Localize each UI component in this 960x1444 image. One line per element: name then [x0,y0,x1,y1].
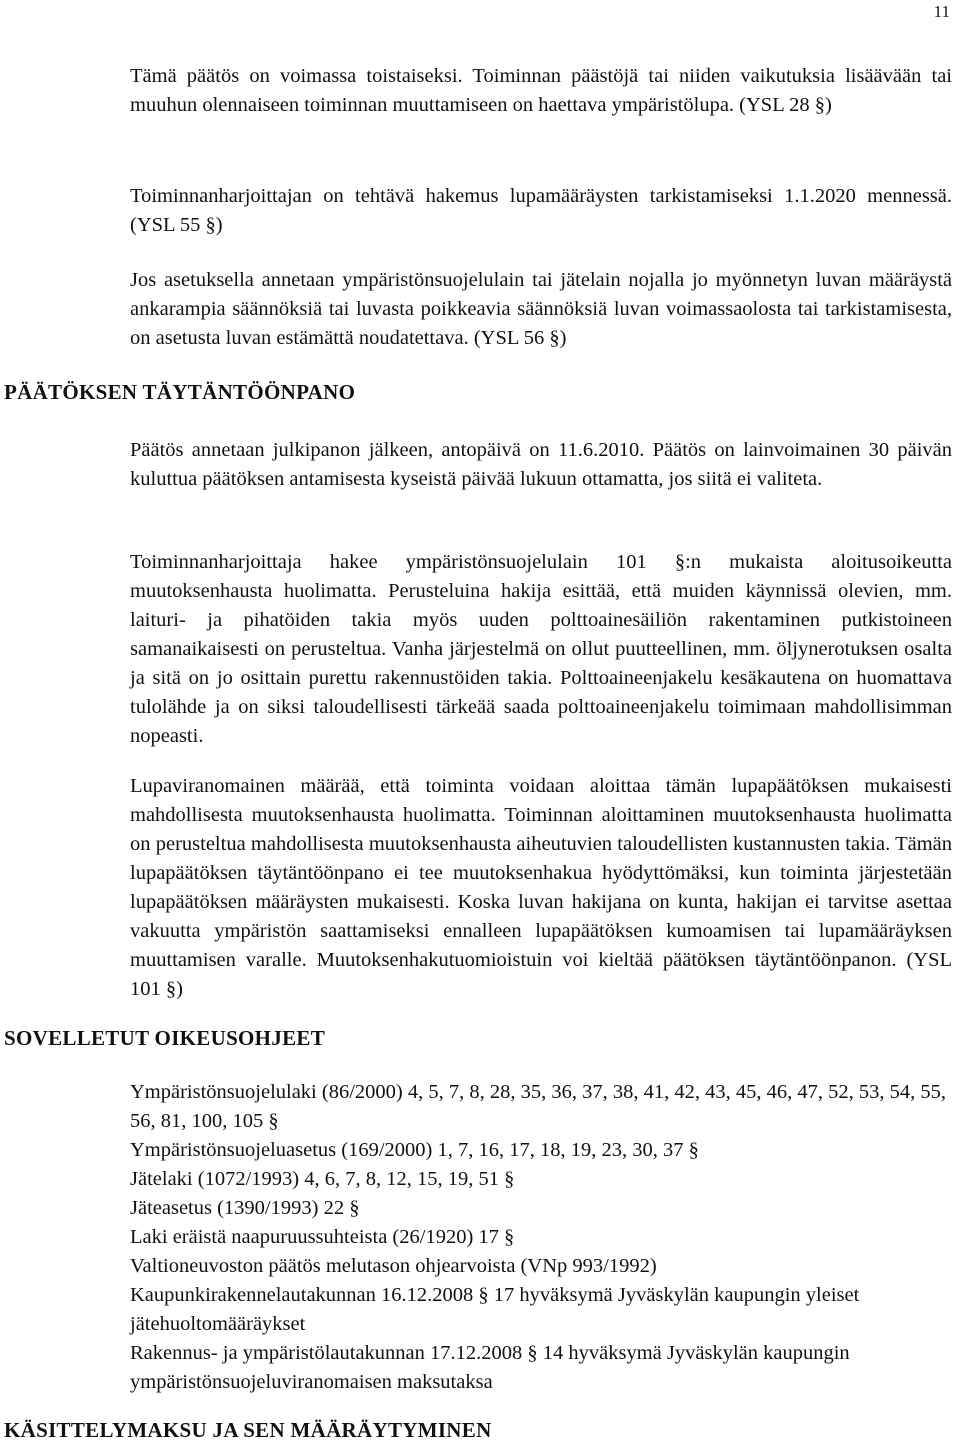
application-text: Toiminnanharjoittaja hakee ympäristönsuojelulain 101 §:n mukaista aloitusoikeutta muutoksenhausta huolimatta. Perusteluina hakija esittää, että muiden käynnissä olevien, mm. laituri- ja pihatöiden takia myös uuden polttoainesäiliön rakentaminen putkistoineen samanaikaisesti on perusteltua. Vanha järjestelmä on ollut puutteellinen, mm. öljynerotuksen osalta ja sitä on jo osittain purettu rakennustöiden takia. Polttoaineenjakelu kesäkautena on huomattava tulolähde ja on siksi taloudellisesti tärkeää saada polttoaineenjakelu toimimaan mahdollisimman nopeasti. [130,551,952,747]
page-number: 11 [933,2,950,21]
enforcement-heading: PÄÄTÖKSEN TÄYTÄNTÖÖNPANO [4,380,356,404]
legal-list [130,1078,952,1397]
review-text: Toiminnanharjoittajan on tehtävä hakemus lupamääräysten tarkistamiseksi 1.1.2020 mennessä. (YSL 55 §) [130,185,952,236]
legal-heading: SOVELLETUT OIKEUSOHJEET [4,1026,326,1050]
application-paragraph [130,548,952,751]
regulations-paragraph [130,266,952,353]
legal-item: Ympäristönsuojelulaki (86/2000) 4, 5, 7, 8, 28, 35, 36, 37, 38, 41, 42, 43, 45, 46, 47, 52, 53, 54, 55, 56, 81, 100, 105 § [130,1081,946,1132]
validity-paragraph [130,62,952,120]
validity-text: Tämä päätös on voimassa toistaiseksi. Toiminnan päästöjä tai niiden vaikutuksia lisäävään tai muuhun olennaiseen toiminnan muuttamiseen on haettava ympäristölupa. (YSL 28 §) [130,65,952,116]
legal-item: Ympäristönsuojeluasetus (169/2000) 1, 7, 16, 17, 18, 19, 23, 30, 37 § [130,1139,699,1161]
announcement-paragraph [130,436,952,494]
legal-item: Laki eräistä naapuruussuhteista (26/1920) 17 § [130,1226,515,1248]
decision-text: Lupaviranomainen määrää, että toiminta voidaan aloittaa tämän lupapäätöksen mukaisesti mahdollisesta muutoksenhausta huolimatta. Toiminnan aloittaminen muutoksenhausta huolimatta on perusteltua mahdollisesta muutoksenhausta aiheutuvien taloudellisten kustannusten takia. Tämän lupapäätöksen täytäntöönpano ei tee muutoksenhakua hyödyttömäksi, kun toiminta järjestetään lupapäätöksen määräysten mukaisesti. Koska luvan hakijana on kunta, hakijan ei tarvitse asettaa vakuutta ympäristön saattamiseksi ennalleen lupapäätöksen kumoamisen tai lupamääräyksen muuttamisen varalle. Muutoksenhakutuomioistuin voi kieltää päätöksen täytäntöönpanon. (YSL 101 §) [130,775,952,1000]
legal-item: Rakennus- ja ympäristölautakunnan 17.12.2008 § 14 hyväksymä Jyväskylän kaupungin ympäristönsuojeluviranomaisen maksutaksa [130,1342,850,1393]
legal-item: Kaupunkirakennelautakunnan 16.12.2008 § 17 hyväksymä Jyväskylän kaupungin yleiset jätehuoltomääräykset [130,1284,860,1335]
legal-item: Jäteasetus (1390/1993) 22 § [130,1197,360,1219]
decision-paragraph [130,772,952,1004]
review-paragraph [130,182,952,240]
regulations-text: Jos asetuksella annetaan ympäristönsuojelulain tai jätelain nojalla jo myönnetyn luvan määräystä ankarampia säännöksiä tai luvasta poikkeavia säännöksiä luvan voimassaolosta tai tarkistamisesta, on asetusta luvan estämättä noudatettava. (YSL 56 §) [130,269,952,349]
fee-heading: KÄSITTELYMAKSU JA SEN MÄÄRÄYTYMINEN [4,1418,492,1442]
announcement-text: Päätös annetaan julkipanon jälkeen, antopäivä on 11.6.2010. Päätös on lainvoimainen 30 päivän kuluttua päätöksen antamisesta kyseistä päivää lukuun ottamatta, jos siitä ei valiteta. [130,439,952,490]
legal-item: Valtioneuvoston päätös melutason ohjearvoista (VNp 993/1992) [130,1255,657,1277]
legal-item: Jätelaki (1072/1993) 4, 6, 7, 8, 12, 15, 19, 51 § [130,1168,515,1190]
